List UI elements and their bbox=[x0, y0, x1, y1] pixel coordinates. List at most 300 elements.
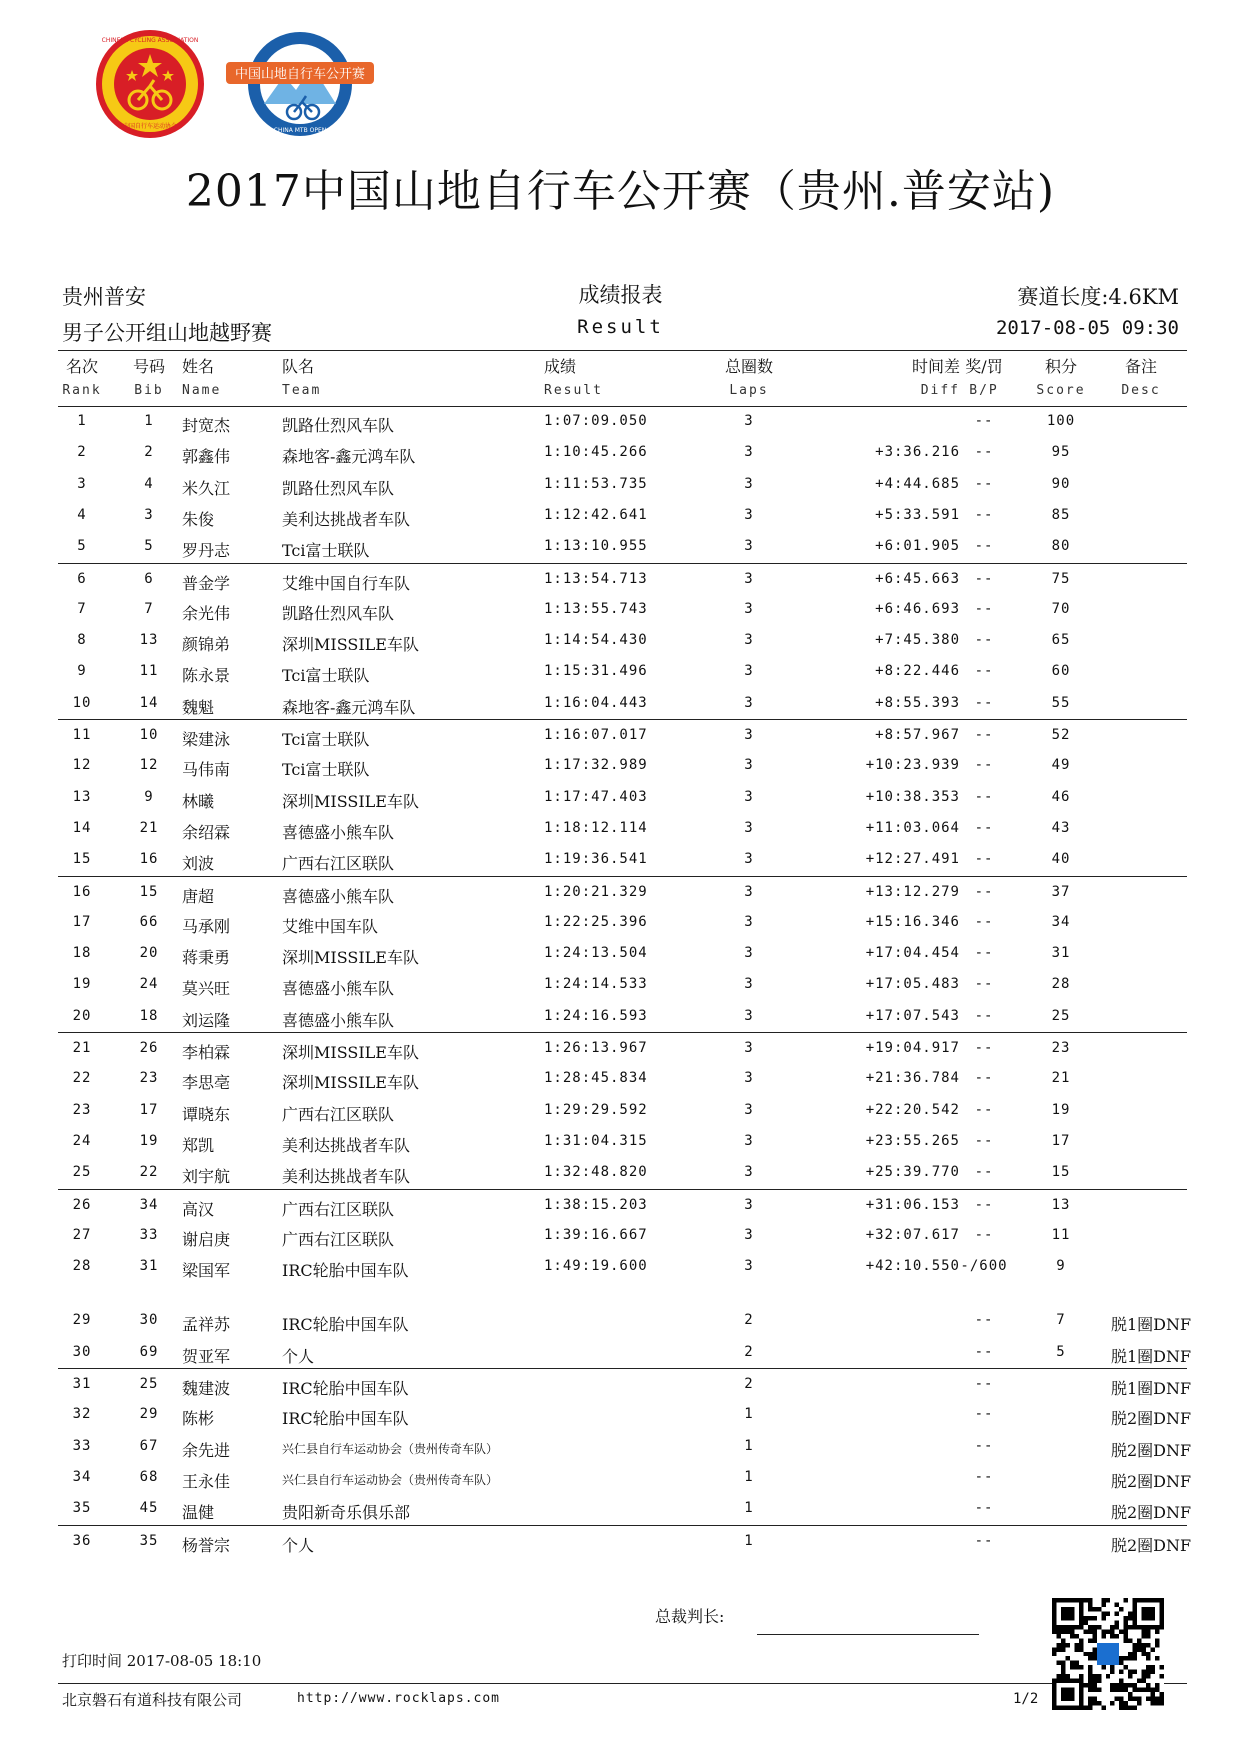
cca-logo bbox=[94, 28, 206, 140]
laps-cell: 3 bbox=[744, 1007, 754, 1024]
name-cell: 陈彬 bbox=[182, 1409, 215, 1429]
score-cell: 90 bbox=[1051, 475, 1071, 492]
result-cell: 1:16:07.017 bbox=[544, 727, 648, 743]
bp-cell: -- bbox=[974, 1040, 994, 1056]
score-cell: 75 bbox=[1051, 570, 1071, 587]
score-cell: 46 bbox=[1051, 788, 1071, 805]
score-cell: 85 bbox=[1051, 506, 1071, 523]
bp-cell: -- bbox=[974, 1007, 994, 1024]
score-cell: 60 bbox=[1051, 663, 1071, 680]
score-cell: 55 bbox=[1051, 694, 1071, 711]
name-cell: 罗丹志 bbox=[182, 541, 231, 561]
diff-cell: +19:04.917 bbox=[865, 1040, 960, 1056]
laps-cell: 2 bbox=[744, 1312, 754, 1329]
bp-cell: -- bbox=[974, 1500, 994, 1517]
name-cell: 刘运隆 bbox=[182, 1010, 231, 1030]
bp-cell: -- bbox=[974, 1101, 994, 1118]
name-cell: 余绍霖 bbox=[182, 822, 231, 842]
name-cell: 孟祥苏 bbox=[182, 1315, 231, 1335]
diff-cell: +23:55.265 bbox=[865, 1132, 960, 1149]
table-row bbox=[58, 406, 1187, 437]
bib-cell: 33 bbox=[139, 1226, 159, 1243]
laps-cell: 3 bbox=[744, 506, 754, 523]
score-cell: 17 bbox=[1051, 1132, 1071, 1149]
qr-code-icon[interactable] bbox=[1052, 1598, 1164, 1710]
bp-cell: -- bbox=[974, 413, 994, 429]
col-laps: 总圈数 Laps bbox=[724, 357, 773, 398]
laps-cell: 3 bbox=[744, 1040, 754, 1056]
result-cell: 1:39:16.667 bbox=[544, 1226, 648, 1243]
rank-cell: 30 bbox=[72, 1343, 92, 1360]
rank-cell: 34 bbox=[72, 1468, 92, 1485]
desc-cell: 脱2圈DNF bbox=[1111, 1503, 1192, 1523]
rank-cell: 32 bbox=[72, 1406, 92, 1423]
name-cell: 封宽杰 bbox=[182, 416, 231, 435]
diff-cell: +17:07.543 bbox=[865, 1007, 960, 1024]
bib-cell: 66 bbox=[139, 913, 159, 930]
col-desc: 备注 Desc bbox=[1121, 357, 1161, 398]
bp-cell: -/600 bbox=[960, 1258, 1008, 1275]
bib-cell: 31 bbox=[139, 1258, 159, 1275]
name-cell: 谭晓东 bbox=[182, 1104, 231, 1124]
bib-cell: 24 bbox=[139, 976, 159, 993]
bib-cell: 6 bbox=[144, 570, 154, 587]
laps-cell: 3 bbox=[744, 883, 754, 900]
table-row bbox=[58, 594, 1187, 625]
laps-cell: 3 bbox=[744, 444, 754, 461]
result-cell: 1:22:25.396 bbox=[544, 913, 648, 930]
bib-cell: 14 bbox=[139, 694, 159, 711]
diff-cell: +10:38.353 bbox=[865, 788, 960, 805]
team-cell: 个人 bbox=[282, 1535, 315, 1555]
bp-cell: -- bbox=[974, 570, 994, 587]
rank-cell: 36 bbox=[72, 1532, 92, 1549]
rank-cell: 26 bbox=[72, 1196, 92, 1213]
name-cell: 魏建波 bbox=[182, 1379, 231, 1398]
rank-cell: 25 bbox=[72, 1164, 92, 1181]
laps-cell: 2 bbox=[744, 1343, 754, 1360]
diff-cell: +6:01.905 bbox=[875, 538, 960, 555]
team-cell: 森地客-鑫元鸿车队 bbox=[282, 697, 416, 717]
diff-cell: +12:27.491 bbox=[865, 851, 960, 868]
name-cell: 刘波 bbox=[182, 854, 215, 874]
laps-cell: 1 bbox=[744, 1406, 754, 1423]
result-cell: 1:49:19.600 bbox=[544, 1258, 648, 1275]
table-row bbox=[58, 907, 1187, 938]
bib-cell: 5 bbox=[144, 538, 154, 555]
name-cell: 谢启庚 bbox=[182, 1229, 231, 1249]
team-cell: 深圳MISSILE车队 bbox=[282, 1043, 419, 1062]
team-cell: 艾维中国自行车队 bbox=[282, 573, 411, 593]
table-row bbox=[58, 1095, 1187, 1126]
name-cell: 杨誉宗 bbox=[182, 1535, 231, 1555]
team-cell: 兴仁县自行车运动协会（贵州传奇车队） bbox=[282, 1472, 499, 1487]
table-row bbox=[58, 1337, 1192, 1368]
name-cell: 马伟南 bbox=[182, 760, 231, 780]
score-cell: 80 bbox=[1051, 538, 1071, 555]
diff-cell: +11:03.064 bbox=[865, 819, 960, 836]
table-row bbox=[58, 782, 1187, 813]
laps-cell: 3 bbox=[744, 976, 754, 993]
name-cell: 米久江 bbox=[182, 478, 231, 498]
event-location: 贵州普安 bbox=[62, 285, 146, 309]
score-cell: 52 bbox=[1051, 727, 1071, 743]
name-cell: 贺亚军 bbox=[182, 1346, 231, 1366]
name-cell: 林曦 bbox=[182, 791, 215, 811]
bp-cell: -- bbox=[974, 1532, 994, 1549]
table-row bbox=[58, 876, 1187, 908]
score-cell: 15 bbox=[1051, 1164, 1071, 1181]
rank-cell: 17 bbox=[72, 913, 92, 930]
score-cell: 65 bbox=[1051, 632, 1071, 649]
team-cell: 兴仁县自行车运动协会（贵州传奇车队） bbox=[282, 1441, 499, 1456]
score-cell: 19 bbox=[1051, 1101, 1071, 1118]
team-cell: 喜德盛小熊车队 bbox=[282, 1010, 395, 1030]
name-cell: 颜锦弟 bbox=[182, 635, 231, 655]
result-cell: 1:11:53.735 bbox=[544, 475, 648, 492]
team-cell: 喜德盛小熊车队 bbox=[282, 822, 395, 842]
bp-cell: -- bbox=[974, 913, 994, 930]
table-row bbox=[58, 1001, 1187, 1032]
result-cell: 1:17:32.989 bbox=[544, 757, 648, 774]
result-cell: 1:10:45.266 bbox=[544, 444, 648, 461]
rank-cell: 28 bbox=[72, 1258, 92, 1275]
diff-cell: +3:36.216 bbox=[875, 444, 960, 461]
table-row bbox=[58, 1157, 1187, 1188]
bib-cell: 4 bbox=[144, 475, 154, 492]
score-cell: 31 bbox=[1051, 945, 1071, 962]
table-row bbox=[58, 1189, 1187, 1221]
svg-text:CHINA MTB OPEN: CHINA MTB OPEN bbox=[273, 127, 327, 134]
result-cell: 1:07:09.050 bbox=[544, 413, 648, 429]
col-rank: 名次 Rank bbox=[62, 357, 102, 398]
result-cell: 1:17:47.403 bbox=[544, 788, 648, 805]
rank-cell: 1 bbox=[77, 413, 87, 429]
rank-cell: 24 bbox=[72, 1132, 92, 1149]
score-cell: 25 bbox=[1051, 1007, 1071, 1024]
result-cell: 1:19:36.541 bbox=[544, 851, 648, 868]
team-cell: 凯路仕烈风车队 bbox=[282, 603, 395, 623]
laps-cell: 3 bbox=[744, 632, 754, 649]
rank-cell: 10 bbox=[72, 694, 92, 711]
team-cell: IRC轮胎中国车队 bbox=[282, 1315, 409, 1335]
rank-cell: 9 bbox=[77, 663, 87, 680]
report-title-en: Result bbox=[577, 316, 664, 338]
bp-cell: -- bbox=[974, 600, 994, 617]
rank-cell: 33 bbox=[72, 1437, 92, 1454]
signature-line bbox=[757, 1634, 979, 1635]
bib-cell: 15 bbox=[139, 883, 159, 900]
bp-cell: -- bbox=[974, 1406, 994, 1423]
diff-cell: +21:36.784 bbox=[865, 1070, 960, 1087]
name-cell: 高汉 bbox=[182, 1199, 215, 1219]
bp-cell: -- bbox=[974, 1312, 994, 1329]
laps-cell: 3 bbox=[744, 788, 754, 805]
result-cell: 1:24:14.533 bbox=[544, 976, 648, 993]
bib-cell: 12 bbox=[139, 757, 159, 774]
laps-cell: 3 bbox=[744, 913, 754, 930]
website-link[interactable]: http://www.rocklaps.com bbox=[297, 1691, 501, 1706]
table-row bbox=[58, 1251, 1187, 1282]
bp-cell: -- bbox=[974, 1132, 994, 1149]
rank-cell: 23 bbox=[72, 1101, 92, 1118]
name-cell: 梁建泳 bbox=[182, 730, 231, 749]
column-headers bbox=[58, 354, 1187, 406]
rank-cell: 22 bbox=[72, 1070, 92, 1087]
diff-cell: +17:04.454 bbox=[865, 945, 960, 962]
bp-cell: -- bbox=[974, 1468, 994, 1485]
desc-cell: 脱1圈DNF bbox=[1111, 1315, 1192, 1335]
result-cell: 1:13:10.955 bbox=[544, 538, 648, 555]
bib-cell: 20 bbox=[139, 945, 159, 962]
laps-cell: 3 bbox=[744, 851, 754, 868]
team-cell: 深圳MISSILE车队 bbox=[282, 948, 419, 968]
bp-cell: -- bbox=[974, 475, 994, 492]
desc-cell: 脱2圈DNF bbox=[1111, 1535, 1192, 1555]
china-mtb-open-logo bbox=[222, 28, 378, 140]
diff-cell: +15:16.346 bbox=[865, 913, 960, 930]
table-row bbox=[58, 1126, 1187, 1157]
name-cell: 唐超 bbox=[182, 886, 215, 906]
table-row bbox=[58, 563, 1187, 595]
score-cell: 11 bbox=[1051, 1226, 1071, 1243]
result-cell: 1:13:55.743 bbox=[544, 600, 648, 617]
name-cell: 郭鑫伟 bbox=[182, 447, 231, 467]
diff-cell: +8:55.393 bbox=[875, 694, 960, 711]
team-cell: 喜德盛小熊车队 bbox=[282, 886, 395, 906]
name-cell: 魏魁 bbox=[182, 697, 215, 717]
result-cell: 1:31:04.315 bbox=[544, 1132, 648, 1149]
laps-cell: 3 bbox=[744, 1196, 754, 1213]
bp-cell: -- bbox=[974, 506, 994, 523]
svg-text:中国自行车运动协会: 中国自行车运动协会 bbox=[122, 123, 178, 130]
desc-cell: 脱2圈DNF bbox=[1111, 1440, 1192, 1460]
rank-cell: 31 bbox=[72, 1376, 92, 1392]
table-row bbox=[58, 719, 1187, 751]
bib-cell: 9 bbox=[144, 788, 154, 805]
bib-cell: 68 bbox=[139, 1468, 159, 1485]
team-cell: 美利达挑战者车队 bbox=[282, 1167, 411, 1187]
rank-cell: 6 bbox=[77, 570, 87, 587]
bp-cell: -- bbox=[974, 694, 994, 711]
table-row bbox=[58, 531, 1187, 562]
name-cell: 刘宇航 bbox=[182, 1167, 231, 1187]
rank-cell: 20 bbox=[72, 1007, 92, 1024]
laps-cell: 1 bbox=[744, 1468, 754, 1485]
rank-cell: 7 bbox=[77, 600, 87, 617]
bib-cell: 22 bbox=[139, 1164, 159, 1181]
bp-cell: -- bbox=[974, 945, 994, 962]
laps-cell: 3 bbox=[744, 694, 754, 711]
score-cell: 28 bbox=[1051, 976, 1071, 993]
score-cell: 40 bbox=[1051, 851, 1071, 868]
desc-cell: 脱1圈DNF bbox=[1111, 1346, 1192, 1366]
team-cell: 深圳MISSILE车队 bbox=[282, 791, 419, 811]
bib-cell: 11 bbox=[139, 663, 159, 680]
laps-cell: 3 bbox=[744, 945, 754, 962]
bp-cell: -- bbox=[974, 1343, 994, 1360]
score-cell: 9 bbox=[1056, 1258, 1066, 1275]
laps-cell: 3 bbox=[744, 570, 754, 587]
laps-cell: 2 bbox=[744, 1376, 754, 1392]
rank-cell: 19 bbox=[72, 976, 92, 993]
team-cell: IRC轮胎中国车队 bbox=[282, 1261, 409, 1281]
team-cell: 广西右江区联队 bbox=[282, 854, 395, 874]
team-cell: Tci富士联队 bbox=[282, 541, 370, 561]
diff-cell: +6:46.693 bbox=[875, 600, 960, 617]
table-row bbox=[58, 1220, 1187, 1251]
bp-cell: -- bbox=[974, 663, 994, 680]
bib-cell: 29 bbox=[139, 1406, 159, 1423]
result-cell: 1:29:29.592 bbox=[544, 1101, 648, 1118]
team-cell: 美利达挑战者车队 bbox=[282, 1135, 411, 1155]
name-cell: 梁国军 bbox=[182, 1261, 231, 1281]
company-name: 北京磐石有道科技有限公司 bbox=[62, 1691, 243, 1709]
col-name: 姓名 Name bbox=[182, 357, 222, 398]
result-cell: 1:24:13.504 bbox=[544, 945, 648, 962]
score-cell: 13 bbox=[1051, 1196, 1071, 1213]
footer-rule bbox=[58, 1683, 1187, 1684]
bib-cell: 1 bbox=[144, 413, 154, 429]
result-cell: 1:15:31.496 bbox=[544, 663, 648, 680]
bib-cell: 3 bbox=[144, 506, 154, 523]
rank-cell: 2 bbox=[77, 444, 87, 461]
score-cell: 70 bbox=[1051, 600, 1071, 617]
score-cell: 37 bbox=[1051, 883, 1071, 900]
score-cell: 21 bbox=[1051, 1070, 1071, 1087]
score-cell: 23 bbox=[1051, 1040, 1071, 1056]
bp-cell: -- bbox=[974, 883, 994, 900]
laps-cell: 3 bbox=[744, 1164, 754, 1181]
event-datetime: 2017-08-05 09:30 bbox=[995, 317, 1179, 339]
laps-cell: 3 bbox=[744, 413, 754, 429]
laps-cell: 1 bbox=[744, 1437, 754, 1454]
score-cell: 5 bbox=[1056, 1343, 1066, 1360]
table-row bbox=[58, 844, 1187, 875]
diff-cell: +6:45.663 bbox=[875, 570, 960, 587]
name-cell: 温健 bbox=[182, 1503, 215, 1523]
bib-cell: 45 bbox=[139, 1500, 159, 1517]
table-row bbox=[58, 656, 1187, 687]
table-row bbox=[58, 969, 1187, 1000]
name-cell: 余先进 bbox=[182, 1440, 231, 1460]
bib-cell: 35 bbox=[139, 1532, 159, 1549]
team-cell: 凯路仕烈风车队 bbox=[282, 478, 395, 498]
table-row bbox=[58, 469, 1187, 500]
result-cell: 1:14:54.430 bbox=[544, 632, 648, 649]
score-cell: 43 bbox=[1051, 819, 1071, 836]
laps-cell: 3 bbox=[744, 600, 754, 617]
result-cell: 1:28:45.834 bbox=[544, 1070, 648, 1087]
name-cell: 王永佳 bbox=[182, 1471, 231, 1491]
table-row bbox=[58, 938, 1187, 969]
svg-text:中国山地自行车公开赛: 中国山地自行车公开赛 bbox=[234, 67, 366, 82]
table-row bbox=[58, 1431, 1192, 1462]
rank-cell: 14 bbox=[72, 819, 92, 836]
diff-cell: +17:05.483 bbox=[865, 976, 960, 993]
diff-cell: +7:45.380 bbox=[875, 632, 960, 649]
table-row bbox=[58, 1032, 1187, 1064]
result-cell: 1:12:42.641 bbox=[544, 506, 648, 523]
name-cell: 郑凯 bbox=[182, 1135, 215, 1155]
table-row bbox=[58, 1525, 1192, 1557]
page-title: 2017中国山地自行车公开赛（贵州.普安站) bbox=[185, 166, 1056, 217]
col-diff: 时间差 Diff bbox=[911, 357, 960, 398]
desc-cell: 脱1圈DNF bbox=[1111, 1379, 1192, 1398]
team-cell: 广西右江区联队 bbox=[282, 1229, 395, 1249]
diff-cell: +13:12.279 bbox=[865, 883, 960, 900]
name-cell: 余光伟 bbox=[182, 603, 231, 623]
diff-cell: +25:39.770 bbox=[865, 1164, 960, 1181]
bib-cell: 34 bbox=[139, 1196, 159, 1213]
bib-cell: 26 bbox=[139, 1040, 159, 1056]
bib-cell: 10 bbox=[139, 727, 159, 743]
bib-cell: 7 bbox=[144, 600, 154, 617]
bib-cell: 2 bbox=[144, 444, 154, 461]
bp-cell: -- bbox=[974, 1070, 994, 1087]
table-row bbox=[58, 1063, 1187, 1094]
name-cell: 莫兴旺 bbox=[182, 979, 231, 999]
bib-cell: 16 bbox=[139, 851, 159, 868]
team-cell: Tci富士联队 bbox=[282, 730, 370, 749]
diff-cell: +32:07.617 bbox=[865, 1226, 960, 1243]
result-cell: 1:20:21.329 bbox=[544, 883, 648, 900]
table-row bbox=[58, 1493, 1192, 1524]
score-cell: 100 bbox=[1046, 413, 1076, 429]
table-row bbox=[58, 1368, 1192, 1400]
event-category: 男子公开组山地越野赛 bbox=[62, 321, 272, 345]
rank-cell: 35 bbox=[72, 1500, 92, 1517]
rank-cell: 18 bbox=[72, 945, 92, 962]
team-cell: 深圳MISSILE车队 bbox=[282, 635, 419, 655]
team-cell: 广西右江区联队 bbox=[282, 1104, 395, 1124]
team-cell: 个人 bbox=[282, 1346, 315, 1366]
rank-cell: 5 bbox=[77, 538, 87, 555]
chief-judge-label: 总裁判长: bbox=[655, 1607, 725, 1626]
table-row bbox=[58, 1305, 1192, 1336]
laps-cell: 3 bbox=[744, 727, 754, 743]
bp-cell: -- bbox=[974, 851, 994, 868]
bib-cell: 13 bbox=[139, 632, 159, 649]
laps-cell: 3 bbox=[744, 538, 754, 555]
col-team: 队名 Team bbox=[282, 357, 322, 398]
name-cell: 朱俊 bbox=[182, 509, 215, 529]
track-length: 赛道长度:4.6KM bbox=[1017, 285, 1179, 309]
diff-cell: +8:57.967 bbox=[875, 727, 960, 743]
rank-cell: 29 bbox=[72, 1312, 92, 1329]
table-row bbox=[58, 437, 1187, 468]
score-cell: 95 bbox=[1051, 444, 1071, 461]
bib-cell: 17 bbox=[139, 1101, 159, 1118]
bp-cell: -- bbox=[974, 1164, 994, 1181]
laps-cell: 3 bbox=[744, 1226, 754, 1243]
table-row bbox=[58, 1462, 1192, 1493]
rank-cell: 4 bbox=[77, 506, 87, 523]
bib-cell: 69 bbox=[139, 1343, 159, 1360]
laps-cell: 3 bbox=[744, 1258, 754, 1275]
diff-cell: +10:23.939 bbox=[865, 757, 960, 774]
diff-cell: +31:06.153 bbox=[865, 1196, 960, 1213]
result-cell: 1:18:12.114 bbox=[544, 819, 648, 836]
team-cell: IRC轮胎中国车队 bbox=[282, 1409, 409, 1429]
bp-cell: -- bbox=[974, 757, 994, 774]
team-cell: Tci富士联队 bbox=[282, 666, 370, 686]
laps-cell: 3 bbox=[744, 819, 754, 836]
result-cell: 1:24:16.593 bbox=[544, 1007, 648, 1024]
name-cell: 马承刚 bbox=[182, 916, 231, 936]
laps-cell: 1 bbox=[744, 1500, 754, 1517]
bp-cell: -- bbox=[974, 444, 994, 461]
